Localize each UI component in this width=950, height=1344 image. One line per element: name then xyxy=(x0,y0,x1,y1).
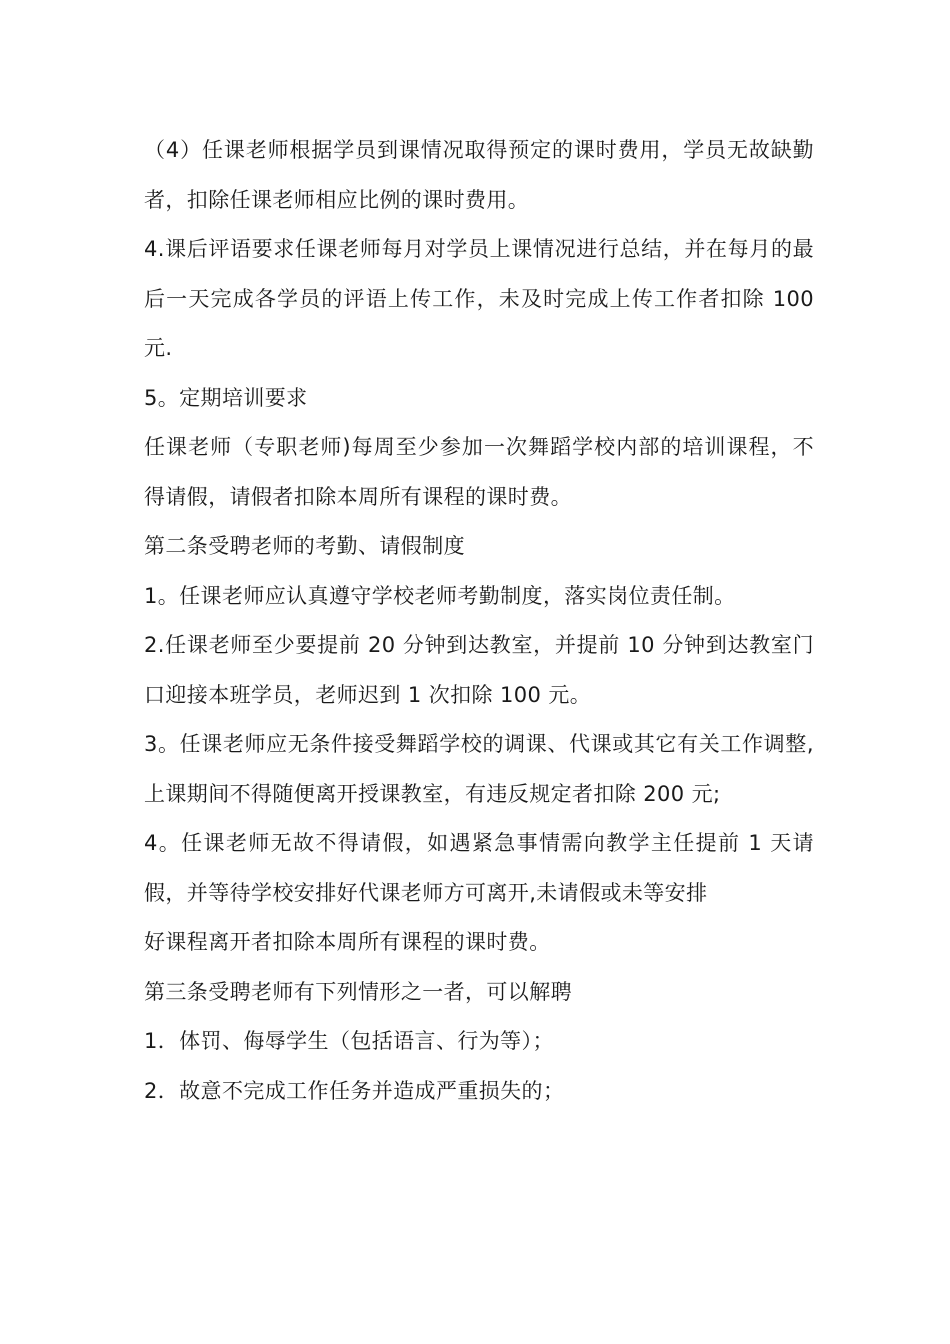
paragraph-training-heading: 5。定期培训要求 xyxy=(144,385,308,410)
paragraph-attendance-rule-2: 2.任课老师至少要提前 20 分钟到达教室，并提前 10 分钟到达教室门口迎接本班学员，老师迟到 1 次扣除 100 元。 xyxy=(144,633,814,707)
section-heading-dismissal: 第三条受聘老师有下列情形之一者，可以解聘 xyxy=(144,979,572,1004)
section-heading-attendance: 第二条受聘老师的考勤、请假制度 xyxy=(144,534,465,558)
paragraph-attendance-rule-4-cont: 好课程离开者扣除本周所有课程的课时费。 xyxy=(144,930,551,954)
paragraph-attendance-rule-3: 3。任课老师应无条件接受舞蹈学校的调课、代课或其它有关工作调整,上课期间不得随便离开授课教室，有违反规定者扣除 200 元; xyxy=(144,732,814,806)
paragraph-dismissal-item-1: 1．体罚、侮辱学生（包括语言、行为等）； xyxy=(144,1029,554,1053)
paragraph-dismissal-item-2: 2．故意不完成工作任务并造成严重损失的； xyxy=(144,1078,565,1103)
paragraph-class-fee-rule: （4）任课老师根据学员到课情况取得预定的课时费用，学员无故缺勤者，扣除任课老师相应比例的课时费用。 xyxy=(144,138,814,212)
document-body xyxy=(144,126,814,1116)
paragraph-training-requirement: 任课老师（专职老师)每周至少参加一次舞蹈学校内部的培训课程，不得请假，请假者扣除本周所有课程的课时费。 xyxy=(144,435,814,509)
paragraph-attendance-rule-4: 4。任课老师无故不得请假，如遇紧急事情需向教学主任提前 1 天请假，并等待学校安排好代课老师方可离开,未请假或未等安排 xyxy=(144,831,814,905)
paragraph-attendance-rule-1: 1。任课老师应认真遵守学校老师考勤制度，落实岗位责任制。 xyxy=(144,583,736,608)
paragraph-evaluation-requirement: 4.课后评语要求任课老师每月对学员上课情况进行总结，并在每月的最后一天完成各学员的评语上传工作，未及时完成上传工作者扣除 100 元. xyxy=(144,237,814,360)
